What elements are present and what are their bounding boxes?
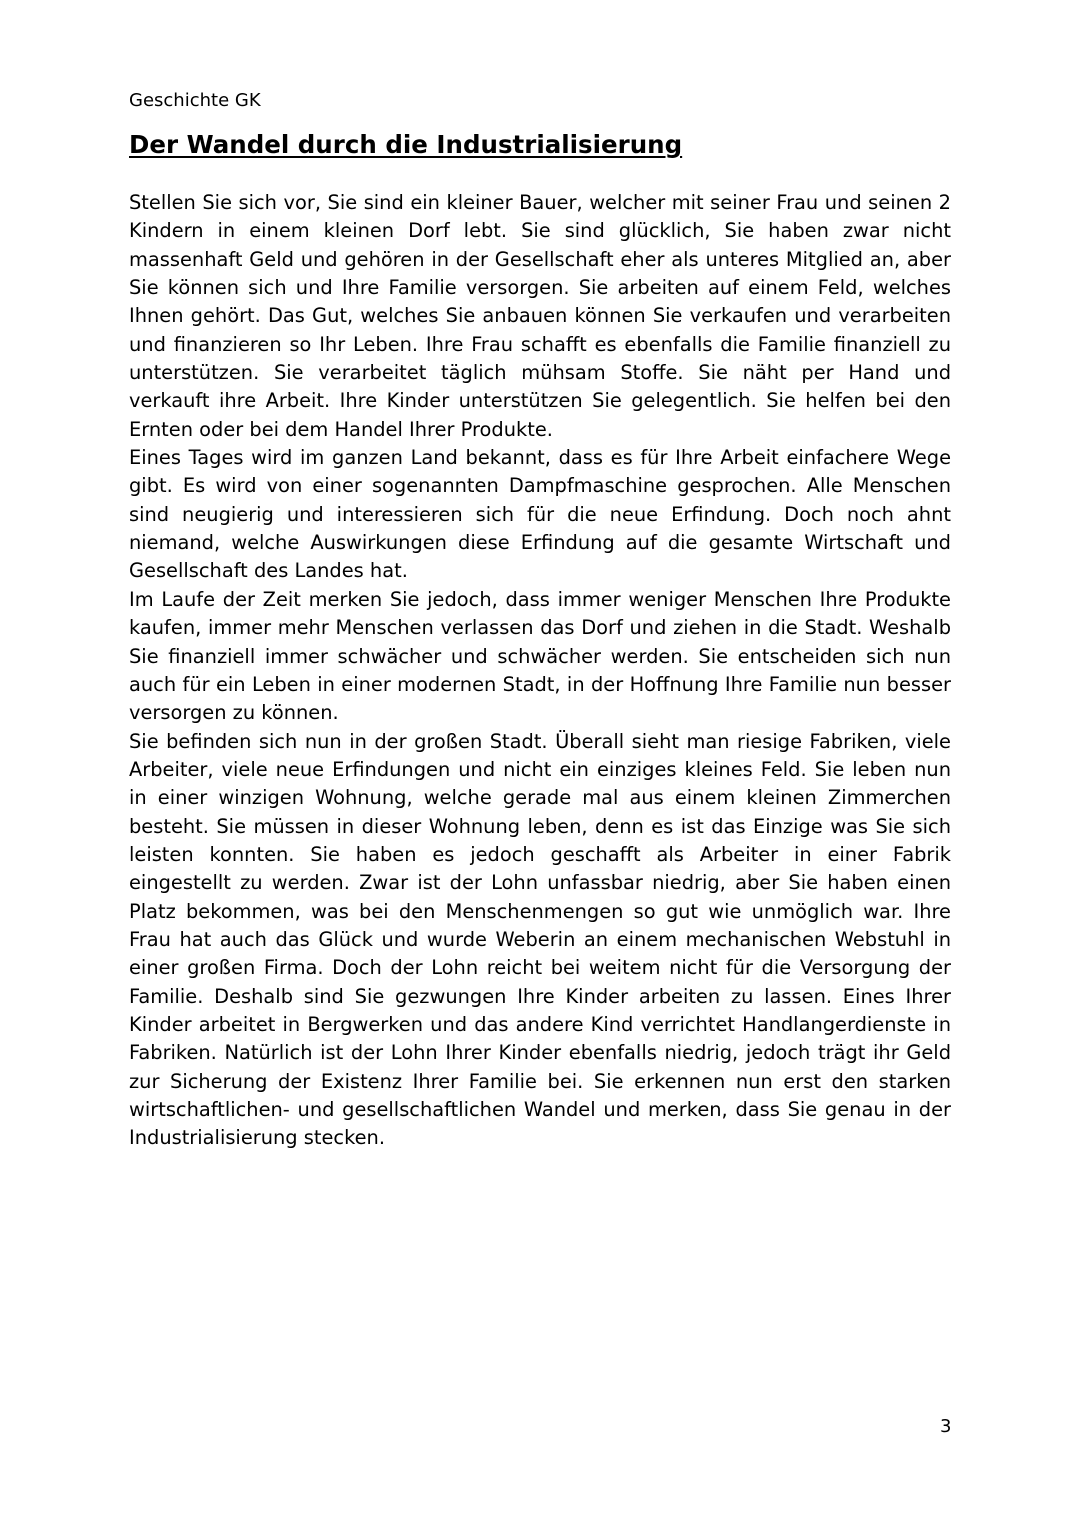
body-text (129, 189, 951, 1153)
document-title: Der Wandel durch die Industrialisierung (129, 130, 683, 159)
paragraph: Stellen Sie sich vor, Sie sind ein kleiner Bauer, welcher mit seiner Frau und seinen 2 Kindern in einem kleinen Dorf lebt. Sie sind glücklich, Sie haben zwar nicht massenhaft Geld und gehören in der Gesellschaft eher als unteres Mitglied an, aber Sie können sich und Ihre Familie versorgen. Sie arbeiten auf einem Feld, welches Ihnen gehört. Das Gut, welches Sie anbauen können Sie verkaufen und verarbeiten und finanzieren so Ihr Leben. Ihre Frau schafft es ebenfalls die Familie finanziell zu unterstützen. Sie verarbeitet täglich mühsam Stoffe. Sie näht per Hand und verkauft ihre Arbeit. Ihre Kinder unterstützen Sie gelegentlich. Sie helfen bei den Ernten oder bei dem Handel Ihrer Produkte. (129, 191, 951, 441)
page-number: 3 (940, 1416, 952, 1437)
paragraph: Sie befinden sich nun in der großen Stadt. Überall sieht man riesige Fabriken, viele Arbeiter, viele neue Erfindungen und nicht ein einziges kleines Feld. Sie leben nun in einer winzigen Wohnung, welche gerade mal aus einem kleinen Zimmerchen besteht. Sie müssen in dieser Wohnung leben, denn es ist das Einzige was Sie sich leisten konnten. Sie haben es jedoch geschafft als Arbeiter in einer Fabrik eingestellt zu werden. Zwar ist der Lohn unfassbar niedrig, aber Sie haben einen Platz bekommen, was bei den Menschenmengen so gut wie unmöglich war. Ihre Frau hat auch das Glück und wurde Weberin an einem mechanischen Webstuhl in einer großen Firma. Doch der Lohn reicht bei weitem nicht für die Versorgung der Familie. Deshalb sind Sie gezwungen Ihre Kinder arbeiten zu lassen. Eines Ihrer Kinder arbeitet in Bergwerken und das andere Kind verrichtet Handlangerdienste in Fabriken. Natürlich ist der Lohn Ihrer Kinder ebenfalls niedrig, jedoch trägt ihr Geld zur Sicherung der Existenz Ihrer Familie bei. Sie erkennen nun erst den starken wirtschaftlichen- und gesellschaftlichen Wandel und merken, dass Sie genau in der Industrialisierung stecken. (129, 729, 951, 1150)
paragraph: Im Laufe der Zeit merken Sie jedoch, dass immer weniger Menschen Ihre Produkte kaufen, immer mehr Menschen verlassen das Dorf und ziehen in die Stadt. Weshalb Sie finanziell immer schwächer und schwächer werden. Sie entscheiden sich nun auch für ein Leben in einer modernen Stadt, in der Hoffnung Ihre Familie nun besser versorgen zu können. (129, 587, 951, 725)
paragraph: Eines Tages wird im ganzen Land bekannt, dass es für Ihre Arbeit einfachere Wege gibt. Es wird von einer sogenannten Dampfmaschine gesprochen. Alle Menschen sind neugierig und interessieren sich für die neue Erfindung. Doch noch ahnt niemand, welche Auswirkungen diese Erfindung auf die gesamte Wirtschaft und Gesellschaft des Landes hat. (129, 446, 951, 583)
subject-label: Geschichte GK (129, 90, 261, 111)
